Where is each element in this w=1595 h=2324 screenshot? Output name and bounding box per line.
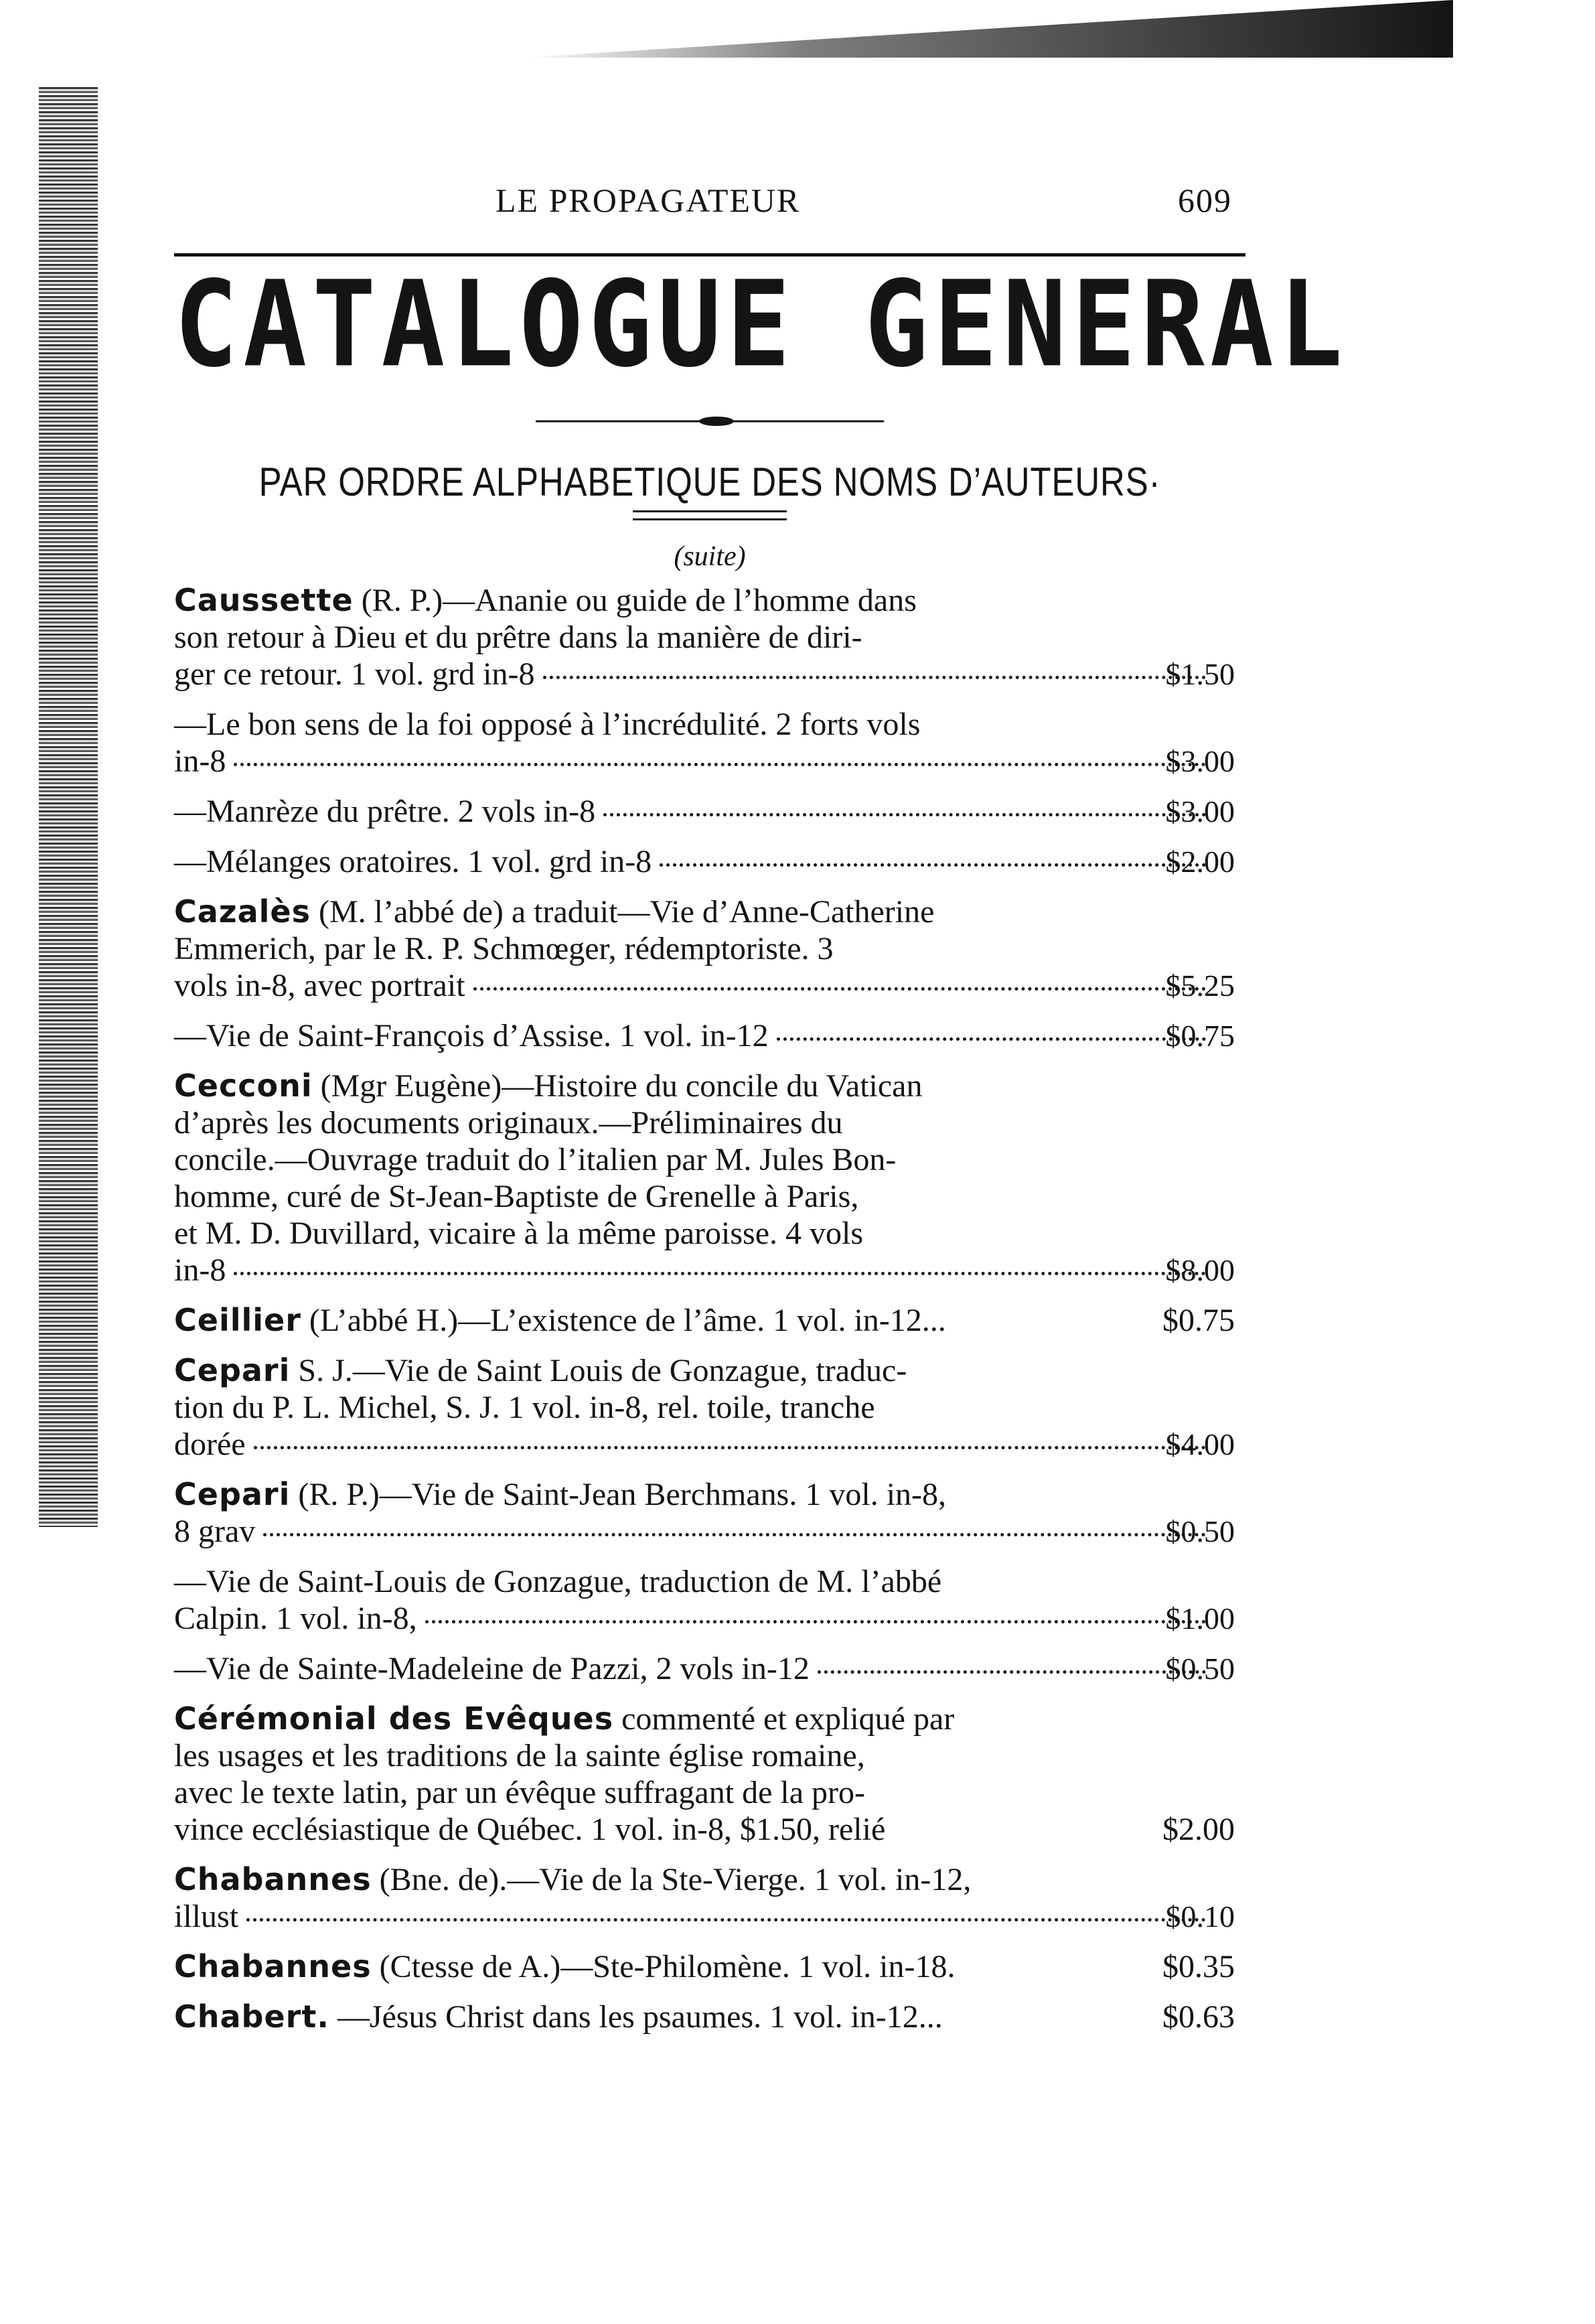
- dot-leader: [254, 1439, 1206, 1449]
- entry-text: —Vie de Sainte-Madeleine de Pazzi, 2 vols in-12: [174, 1650, 810, 1686]
- author-name: Chabert.: [174, 1998, 329, 2035]
- catalogue-entry: [174, 1650, 1245, 1687]
- page-number: 609: [1178, 181, 1232, 219]
- entry-line: [174, 656, 1245, 693]
- price: $3.00: [1165, 794, 1235, 828]
- entry-line: [174, 1650, 1245, 1687]
- entry-text: in-8: [174, 1252, 226, 1288]
- price: $0.75: [1165, 1018, 1235, 1053]
- entry-line: [174, 1737, 1245, 1774]
- entry-line: [174, 1017, 1245, 1054]
- entry-line: [174, 1600, 1245, 1637]
- author-name: Cecconi: [174, 1067, 313, 1104]
- entry-text-wrap: [174, 1017, 769, 1054]
- entry-text-wrap: [174, 1252, 226, 1289]
- dot-leader: [777, 1031, 1206, 1041]
- catalogue-entry: [174, 1861, 1245, 1935]
- author-name: Chabannes: [174, 1861, 372, 1897]
- entry-text-wrap: [174, 1898, 239, 1935]
- catalogue-entry: [174, 1948, 1245, 1985]
- entry-text: —Vie de Saint-Louis de Gonzague, traduction de M. l’abbé: [174, 1563, 942, 1599]
- entry-text-wrap: [174, 967, 465, 1004]
- price: $5.25: [1165, 968, 1235, 1003]
- entry-text: les usages et les traditions de la sainte église romaine,: [174, 1737, 865, 1773]
- entry-text: (R. P.)—Vie de Saint-Jean Berchmans. 1 vol. in-8,: [298, 1476, 947, 1512]
- entry-text-wrap: [174, 1650, 810, 1687]
- entry-text: (Mgr Eugène)—Histoire du concile du Vatican: [320, 1068, 923, 1104]
- entry-text: (L’abbé H.)—L’existence de l’âme. 1 vol. in-12...: [309, 1302, 946, 1338]
- catalogue-subtitle: PAR ORDRE ALPHABETIQUE DES NOMS D’AUTEURS·: [258, 459, 1161, 504]
- entry-text: vince ecclésiastique de Québec. 1 vol. in-8, $1.50, relié: [174, 1811, 886, 1847]
- entry-text-wrap: [174, 1513, 256, 1550]
- entry-line: [174, 706, 1245, 743]
- catalogue-entries: [174, 582, 1245, 2035]
- entry-line: [174, 1475, 1245, 1513]
- entry-line: [174, 1861, 1245, 1898]
- entry-text: Calpin. 1 vol. in-8,: [174, 1600, 417, 1636]
- entry-text: et M. D. Duvillard, vicaire à la même paroisse. 4 vols: [174, 1215, 864, 1251]
- entry-text-wrap: [174, 1600, 417, 1637]
- catalogue-entry: [174, 893, 1245, 1004]
- catalogue-entry: [174, 706, 1245, 780]
- entry-text: concile.—Ouvrage traduit do l’italien par M. Jules Bon-: [174, 1141, 897, 1177]
- entry-line: [174, 743, 1245, 780]
- dot-leader: [818, 1664, 1206, 1674]
- entry-line: [174, 619, 1245, 656]
- author-name: Cepari: [174, 1475, 291, 1512]
- entry-text: tion du P. L. Michel, S. J. 1 vol. in-8, rel. toile, tranche: [174, 1389, 875, 1425]
- entry-line: [174, 581, 1245, 619]
- price: $0.75: [1162, 1302, 1235, 1338]
- dot-leader: [603, 806, 1205, 816]
- catalogue-entry: [174, 1700, 1245, 1848]
- entry-line: [174, 930, 1245, 967]
- price: $1.50: [1165, 656, 1235, 691]
- entry-text-wrap: [174, 793, 596, 830]
- dot-leader: [543, 669, 1206, 679]
- entry-line: [174, 1774, 1245, 1811]
- entry-line: [174, 843, 1245, 880]
- catalogue-entry: [174, 793, 1245, 830]
- price: $0.50: [1165, 1514, 1235, 1548]
- catalogue-entry: [174, 1999, 1245, 2035]
- dot-leader: [425, 1613, 1206, 1623]
- price: $8.00: [1165, 1252, 1235, 1287]
- entry-line: [174, 1998, 1245, 2035]
- running-head: [174, 181, 1245, 228]
- price: $0.35: [1162, 1948, 1235, 1984]
- catalogue-entry: [174, 843, 1245, 880]
- price: $2.00: [1165, 844, 1235, 879]
- entry-text: ger ce retour. 1 vol. grd in-8: [174, 656, 535, 692]
- entry-line: [174, 1700, 1245, 1737]
- entry-line: [174, 1811, 1245, 1848]
- catalogue-entry: [174, 1017, 1245, 1054]
- catalogue-entry: [174, 1563, 1245, 1637]
- ornament-icon: [536, 415, 884, 428]
- entry-text: vols in-8, avec portrait: [174, 967, 465, 1003]
- catalogue-entry: [174, 582, 1245, 693]
- entry-line: [174, 1426, 1245, 1463]
- entry-text: Emmerich, par le R. P. Schmœger, rédemptoriste. 3: [174, 930, 834, 966]
- entry-text: —Mélanges oratoires. 1 vol. grd in-8: [174, 843, 652, 879]
- entry-text: illust: [174, 1898, 239, 1934]
- entry-text: (Bne. de).—Vie de la Ste-Vierge. 1 vol. in-12,: [379, 1861, 972, 1897]
- entry-text-wrap: [174, 1301, 946, 1339]
- price: $3.00: [1165, 743, 1235, 778]
- entry-text: —Manrèze du prêtre. 2 vols in-8: [174, 793, 596, 829]
- entry-line: [174, 1948, 1245, 1985]
- entry-line: [174, 1352, 1245, 1389]
- catalogue-entry: [174, 1352, 1245, 1463]
- catalogue-entry: [174, 1476, 1245, 1550]
- entry-text-wrap: [174, 843, 652, 880]
- scan-shadow-left: [39, 87, 98, 1527]
- entry-line: [174, 1898, 1245, 1935]
- price: $1.00: [1165, 1601, 1235, 1636]
- catalogue-page: [174, 181, 1349, 2049]
- entry-text-wrap: [174, 743, 226, 780]
- entry-line: [174, 1301, 1245, 1339]
- entry-text: —Le bon sens de la foi opposé à l’incrédulité. 2 forts vols: [174, 706, 921, 742]
- entry-line: [174, 1215, 1245, 1252]
- author-name: Cazalès: [174, 893, 311, 930]
- entry-text: 8 grav: [174, 1513, 256, 1549]
- entry-line: [174, 1104, 1245, 1141]
- entry-text: commenté et expliqué par: [621, 1700, 955, 1737]
- author-name: Chabannes: [174, 1948, 372, 1984]
- entry-text: avec le texte latin, par un évêque suffragant de la pro-: [174, 1774, 865, 1810]
- entry-line: [174, 893, 1245, 930]
- entry-text: in-8: [174, 743, 226, 779]
- double-rule: [174, 510, 1245, 520]
- catalogue-entry: [174, 1302, 1245, 1339]
- author-name: Ceillier: [174, 1301, 301, 1338]
- entry-text: —Vie de Saint-François d’Assise. 1 vol. in-12: [174, 1017, 769, 1054]
- dot-leader: [473, 981, 1206, 991]
- catalogue-title: CATALOGUE GENERAL: [174, 255, 1349, 394]
- author-name: Caussette: [174, 581, 354, 618]
- entry-text-wrap: [174, 656, 535, 693]
- entry-text: S. J.—Vie de Saint Louis de Gonzague, traduc-: [298, 1352, 907, 1388]
- entry-text: d’après les documents originaux.—Préliminaires du: [174, 1104, 843, 1141]
- author-name: Cepari: [174, 1352, 291, 1388]
- running-title: LE PROPAGATEUR: [496, 181, 801, 219]
- price: $4.00: [1165, 1427, 1235, 1461]
- entry-text-wrap: [174, 1998, 943, 2035]
- entry-line: [174, 1067, 1245, 1104]
- entry-text: (R. P.)—Ananie ou guide de l’homme dans: [361, 582, 917, 618]
- price: $2.00: [1162, 1811, 1235, 1847]
- entry-text-wrap: [174, 1426, 246, 1463]
- entry-text-wrap: [174, 1811, 886, 1848]
- entry-line: [174, 1389, 1245, 1426]
- ornament-rule: [174, 415, 1245, 428]
- author-name: Cérémonial des Evêques: [174, 1700, 614, 1737]
- entry-line: [174, 1563, 1245, 1600]
- dot-leader: [234, 756, 1205, 766]
- entry-text: (M. l’abbé de) a traduit—Vie d’Anne-Catherine: [318, 893, 935, 930]
- dot-leader: [660, 857, 1205, 867]
- entry-text-wrap: [174, 1948, 956, 1985]
- price: $0.63: [1162, 1999, 1235, 2035]
- entry-line: [174, 793, 1245, 830]
- dot-leader: [246, 1911, 1205, 1921]
- entry-text: homme, curé de St-Jean-Baptiste de Grenelle à Paris,: [174, 1178, 859, 1214]
- price: $0.10: [1165, 1899, 1235, 1934]
- entry-line: [174, 1141, 1245, 1178]
- entry-text: son retour à Dieu et du prêtre dans la manière de diri-: [174, 619, 862, 655]
- entry-line: [174, 1252, 1245, 1289]
- price: $0.50: [1165, 1651, 1235, 1686]
- entry-line: [174, 1178, 1245, 1215]
- entry-line: [174, 1513, 1245, 1550]
- entry-text: —Jésus Christ dans les psaumes. 1 vol. in-12...: [337, 1999, 943, 2035]
- entry-text: (Ctesse de A.)—Ste-Philomène. 1 vol. in-18.: [379, 1948, 956, 1984]
- entry-line: [174, 967, 1245, 1004]
- continued-note: (suite): [674, 540, 746, 572]
- dot-leader: [263, 1526, 1205, 1536]
- scan-shadow-top: [522, 0, 1453, 58]
- dot-leader: [234, 1265, 1205, 1275]
- entry-text: dorée: [174, 1426, 246, 1462]
- catalogue-entry: [174, 1068, 1245, 1289]
